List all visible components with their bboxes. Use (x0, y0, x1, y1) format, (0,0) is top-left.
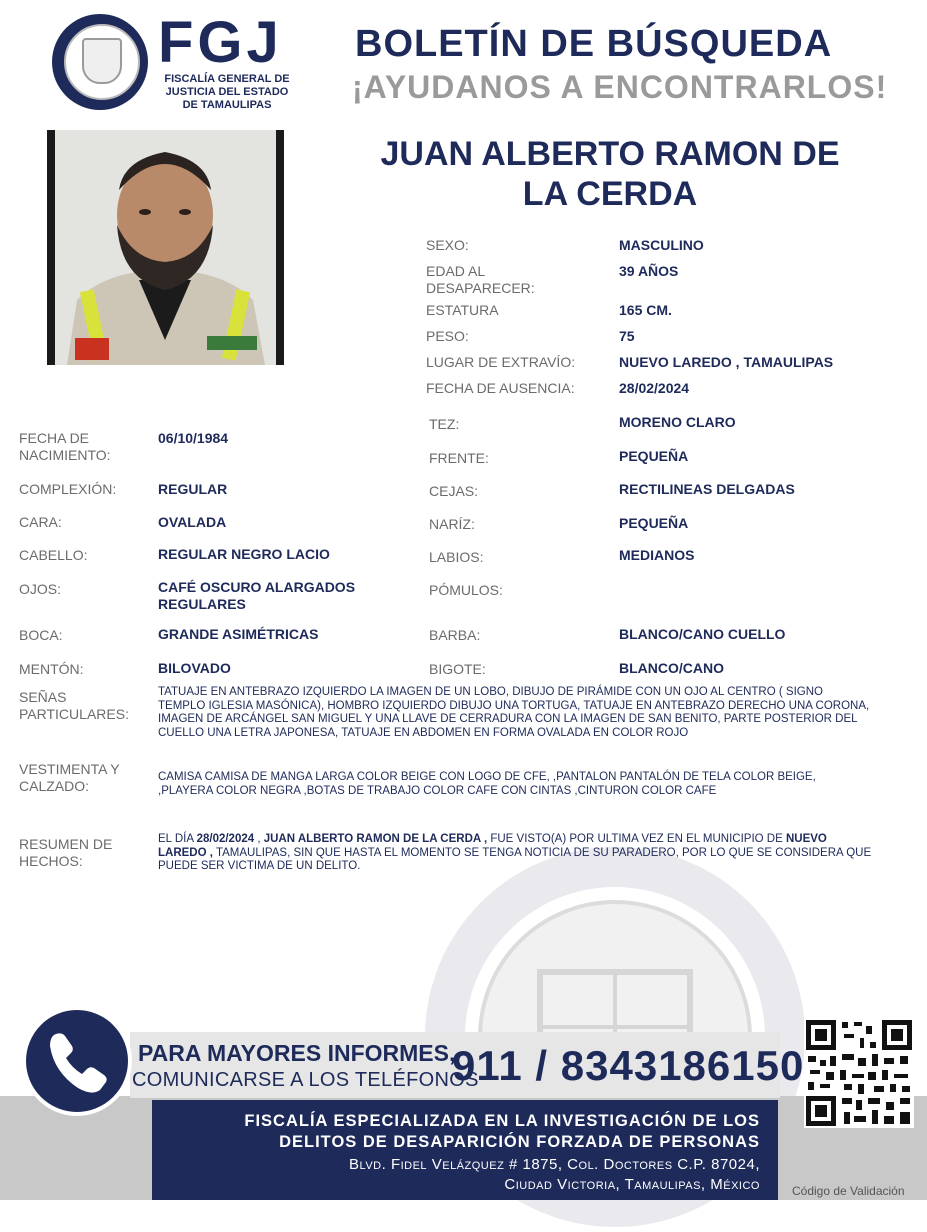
page-subtitle: ¡AYUDANOS A ENCONTRARLOS! (352, 69, 888, 105)
field-value: 06/10/1984 (158, 430, 229, 446)
field-value: 39 AÑOS (619, 263, 679, 279)
logo-subtitle (157, 73, 297, 112)
address-line: Ciudad Victoria, Tamaulipas, México (504, 1176, 760, 1193)
resumen-name: JUAN ALBERTO RAMON DE LA CERDA , (263, 833, 488, 845)
field-value: 165 CM. (619, 302, 672, 318)
field-label: LUGAR DE EXTRAVÍO: (426, 354, 576, 370)
logo-subtitle-line: JUSTICIA DEL ESTADO (165, 86, 289, 98)
field-value: PEQUEÑA (619, 448, 689, 464)
field-label: PÓMULOS: (429, 582, 503, 598)
resumen-part: EL DÍA (158, 833, 197, 845)
field-label: SEXO: (426, 237, 469, 253)
vestimenta-label: VESTIMENTA Y CALZADO: (19, 761, 120, 794)
person-portrait-icon (47, 130, 284, 365)
field-label: PESO: (426, 328, 469, 344)
field-label: EDAD AL DESAPARECER: (426, 263, 535, 296)
logo-wordmark: FGJ (158, 10, 283, 75)
resumen-city: NUEVO LAREDO , (158, 833, 827, 859)
shield-icon (82, 38, 122, 84)
field-label: LABIOS: (429, 549, 484, 565)
resumen-part: FUE VISTO(A) POR ULTIMA VEZ EN EL MUNICIPIO DE (487, 833, 786, 845)
field-value: BLANCO/CANO (619, 660, 724, 676)
field-value: MORENO CLARO (619, 414, 736, 430)
field-value: REGULAR (158, 481, 228, 497)
field-label: MENTÓN: (19, 661, 84, 677)
field-value: BILOVADO (158, 660, 231, 676)
field-value: PEQUEÑA (619, 515, 689, 531)
person-photo (47, 130, 284, 365)
field-value: OVALADA (158, 514, 227, 530)
fiscalia-line: DELITOS DE DESAPARICIÓN FORZADA DE PERSONAS (279, 1133, 760, 1151)
field-label: NARÍZ: (429, 516, 475, 532)
field-value: RECTILINEAS DELGADAS (619, 481, 795, 497)
field-label: FECHA DE AUSENCIA: (426, 380, 575, 396)
contact-line-2: COMUNICARSE A LOS TELÉFONOS (132, 1069, 479, 1091)
field-value: BLANCO/CANO CUELLO (619, 626, 786, 642)
field-label: OJOS: (19, 581, 62, 597)
field-label: FRENTE: (429, 450, 489, 466)
field-label: BOCA: (19, 627, 63, 643)
field-value: 28/02/2024 (619, 380, 690, 396)
resumen-text (158, 833, 874, 874)
qr-code-icon[interactable] (804, 1018, 914, 1128)
senas-label: SEÑAS PARTICULARES: (19, 689, 129, 722)
contact-phones[interactable]: 911 / 8343186150 (452, 1042, 805, 1089)
field-label: BIGOTE: (429, 661, 486, 677)
field-value: NUEVO LAREDO , TAMAULIPAS (619, 354, 834, 370)
logo-subtitle-line: DE TAMAULIPAS (182, 99, 272, 111)
qr-caption: Código de Validación (792, 1184, 905, 1198)
address-line: Blvd. Fidel Velázquez # 1875, Col. Doctores C.P. 87024, (349, 1156, 760, 1173)
field-value: MASCULINO (619, 237, 704, 253)
field-value: GRANDE ASIMÉTRICAS (158, 626, 319, 642)
phone-icon (22, 1006, 132, 1116)
logo-subtitle-line: FISCALÍA GENERAL DE (164, 73, 290, 85)
page-title: BOLETÍN DE BÚSQUEDA (355, 23, 833, 65)
field-label: ESTATURA (426, 302, 499, 318)
fiscalia-line: FISCALÍA ESPECIALIZADA EN LA INVESTIGACIÓN DE LOS (244, 1112, 760, 1130)
field-label: BARBA: (429, 627, 481, 643)
person-name-line: LA CERDA (522, 175, 698, 213)
field-value: 75 (619, 328, 635, 344)
senas-text: TATUAJE EN ANTEBRAZO IZQUIERDO LA IMAGEN DE UN LOBO, DIBUJO DE PIRÁMIDE CON UN OJO AL CENTRO ( SIGNO TEMPLO IGLESIA MASÓNICA), HOMBRO IZQUIERDO DIBUJO UNA TORTUGA, TATUAJE EN ANTEBRAZO DERECHO UNA CORONA, IMAGEN DE ARCÁNGEL SAN MIGUEL Y UNA LLAVE DE CERRADURA CON LA IMAGEN DE SAN BENITO, PARTE POSTERIOR DEL CUELLO UNA LETRA JAPONESA, TATUAJE EN ABDOMEN EN FORMA OVALADA EN COLOR ROJO (158, 686, 870, 739)
contact-line-1: PARA MAYORES INFORMES, (138, 1040, 456, 1066)
field-label: FECHA DE NACIMIENTO: (19, 430, 111, 463)
field-label: TEZ: (429, 416, 460, 432)
vestimenta-text: CAMISA CAMISA DE MANGA LARGA COLOR BEIGE CON LOGO DE CFE, ,PANTALON PANTALÓN DE TELA COLOR BEIGE, ,PLAYERA COLOR NEGRA ,BOTAS DE TRABAJO COLOR CAFE CON CINTAS ,CINTURON COLOR CAFE (158, 771, 816, 797)
resumen-part: , (254, 833, 264, 845)
resumen-date: 28/02/2024 (196, 833, 255, 845)
field-value: CAFÉ OSCURO ALARGADOS REGULARES (158, 579, 356, 612)
field-label: CABELLO: (19, 547, 88, 563)
field-label: COMPLEXIÓN: (19, 481, 117, 497)
person-name-line: JUAN ALBERTO RAMON DE (380, 135, 840, 173)
person-name (340, 134, 880, 214)
field-value: REGULAR NEGRO LACIO (158, 546, 330, 562)
resumen-part: TAMAULIPAS, SIN QUE HASTA EL MOMENTO SE TENGA NOTICIA DE SU PARADERO, POR LO QUE SE CONSIDERA QUE PUEDE SER VICTIMA DE UN DELITO. (158, 846, 872, 872)
field-value: MEDIANOS (619, 547, 695, 563)
field-label: CEJAS: (429, 483, 479, 499)
resumen-label: RESUMEN DE HECHOS: (19, 836, 113, 869)
field-label: CARA: (19, 514, 62, 530)
